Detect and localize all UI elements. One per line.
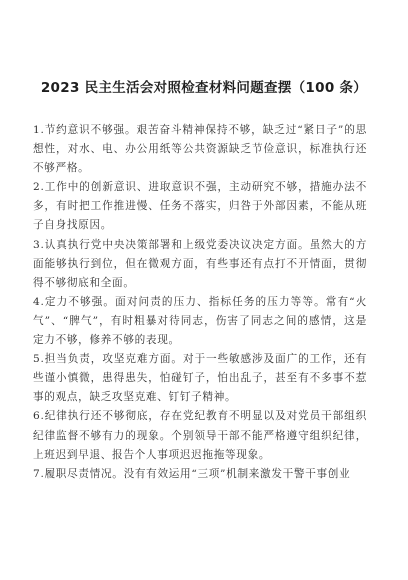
paragraph-2: 2.工作中的创新意识、进取意识不强，主动研究不够，措施办法不多，有时把工作推进慢、任务不落实，归咎于外部因素，不能从班子自身找原因。 (33, 181, 367, 232)
paragraph-5: 5.担当负责，攻坚克难方面。对于一些敏感涉及面广的工作，还有些谨小慎微，患得患失，怕碰钉子，怕出乱子，甚至有不多事不惹事的观点，缺乏攻坚克难、钉钉子精神。 (33, 353, 367, 404)
paragraph-3: 3.认真执行党中央决策部署和上级党委决议决定方面。虽然大的方面能够执行到位，但在微观方面，有些事还有点打不开情面，贯彻得不够彻底和全面。 (33, 238, 367, 289)
paragraph-7: 7.履职尽责情况。没有有效运用“三项”机制来激发干警干事创业 (33, 467, 351, 480)
paragraph-1: 1.节约意识不够强。艰苦奋斗精神保持不够，缺乏过“紧日子”的思想性，对水、电、办公用纸等公共资源缺乏节俭意识，标准执行还不够严格。 (33, 124, 367, 175)
document-body (33, 121, 367, 484)
paragraph-4: 4.定力不够强。面对问责的压力、指标任务的压力等等。常有“火气”、“脾气”，有时粗暴对待同志，伤害了同志之间的感情，这是定力不够，修养不够的表现。 (33, 295, 367, 347)
paragraph-6: 6.纪律执行还不够彻底，存在党纪教育不明显以及对党员干部组织纪律监督不够有力的现象。个别领导干部不能严格遵守组织纪律，上班迟到早退、报告个人事项迟迟拖拖等现象。 (33, 410, 367, 461)
document-title: 2023 民主生活会对照检查材料问题查摆（100 条） (40, 80, 368, 96)
